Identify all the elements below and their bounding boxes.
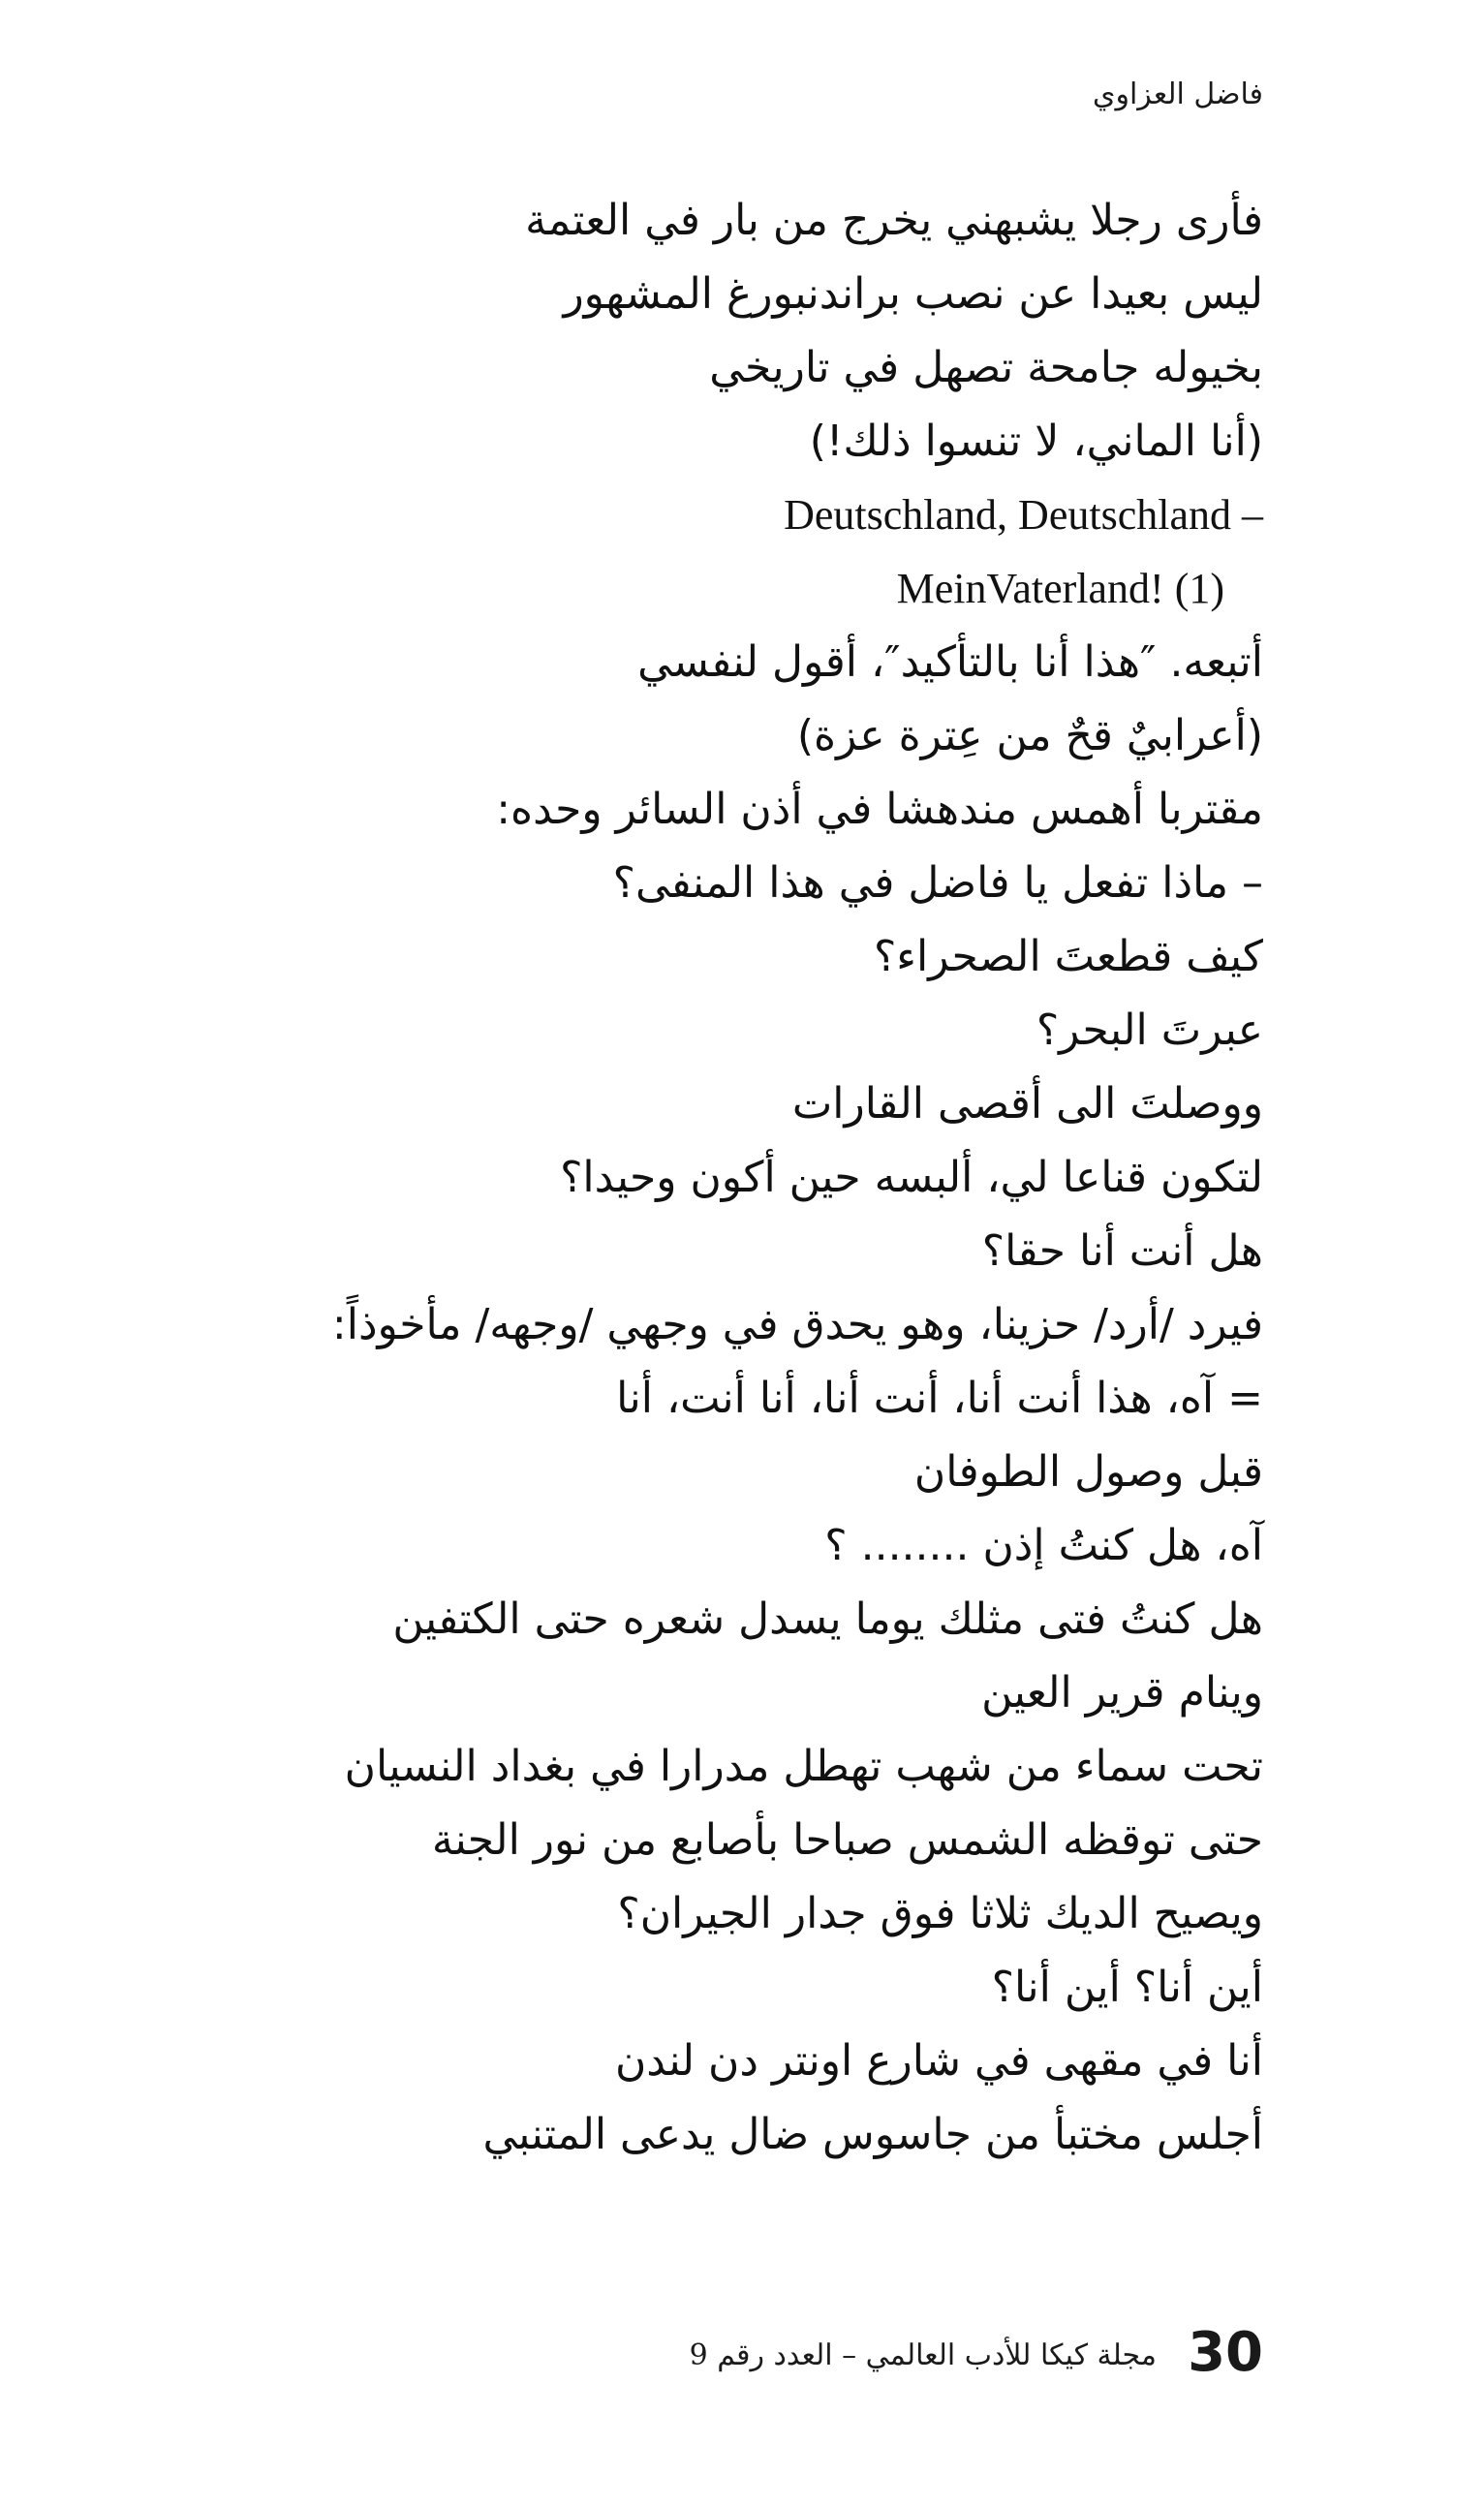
poem-line: وينام قرير العين — [981, 1668, 1263, 1718]
footer-journal-title: مجلة كيكا للأدب العالمي – العدد رقم 9 — [689, 2338, 1157, 2372]
poem-body — [149, 184, 1263, 2172]
poem-line: – ماذا تفعل يا فاضل في هذا المنفى؟ — [612, 858, 1263, 908]
poem-line: (أعرابيٌ قحٌ من عِترة عزة) — [796, 711, 1263, 760]
poem-line: (أنا الماني، لا تنسوا ذلك!) — [809, 417, 1263, 466]
page-footer — [581, 2321, 1263, 2408]
page-number: 30 — [1188, 2321, 1263, 2384]
poem-line: فيرد /أرد/ حزينا، وهو يحدق في وجهي /وجهه/ مأخوذاً: — [331, 1300, 1263, 1349]
poem-line: أجلس مختبأ من جاسوس ضال يدعى المتنبي — [482, 2110, 1263, 2159]
poem-line: مقتربا أهمس مندهشا في أذن السائر وحده: — [496, 785, 1263, 834]
poem-line: آه، هل كنتُ إذن ........ ؟ — [824, 1521, 1263, 1570]
poem-line: ليس بعيدا عن نصب براندنبورغ المشهور — [563, 269, 1263, 319]
poem-line: هل كنتُ فتى مثلك يوما يسدل شعره حتى الكتفين — [392, 1594, 1263, 1644]
poem-line-german: MeinVaterland! (1) — [896, 565, 1224, 612]
poem-line: هل أنت أنا حقا؟ — [981, 1226, 1263, 1276]
poem-line: ويصيح الديك ثلاثا فوق جدار الجيران؟ — [617, 1889, 1263, 1938]
poem-line: أتبعه. ″هذا أنا بالتأكيد″، أقول لنفسي — [637, 637, 1263, 687]
poem-line: بخيوله جامحة تصهل في تاريخي — [709, 343, 1263, 392]
poem-line-german: Deutschland, Deutschland – — [784, 491, 1263, 539]
running-header-author: فاضل العزاوي — [1092, 77, 1263, 111]
poem-line: حتى توقظه الشمس صباحا بأصابع من نور الجنة — [431, 1815, 1263, 1865]
poem-line: قبل وصول الطوفان — [913, 1447, 1263, 1497]
poem-line: تحت سماء من شهب تهطل مدرارا في بغداد النسيان — [344, 1742, 1263, 1791]
poem-line: أين أنا؟ أين أنا؟ — [991, 1963, 1263, 2012]
poem-line: ووصلتَ الى أقصى القارات — [791, 1079, 1263, 1129]
poem-line: فأرى رجلا يشبهني يخرج من بار في العتمة — [525, 196, 1263, 245]
poem-line: = آه، هذا أنت أنا، أنت أنا، أنا أنت، أنا — [616, 1374, 1263, 1423]
poem-line: كيف قطعتَ الصحراء؟ — [873, 932, 1263, 981]
poem-line: أنا في مقهى في شارع اونتر دن لندن — [614, 2036, 1263, 2086]
poem-line: عبرتَ البحر؟ — [1036, 1006, 1263, 1055]
poem-line: لتكون قناعا لي، ألبسه حين أكون وحيدا؟ — [560, 1153, 1263, 1202]
